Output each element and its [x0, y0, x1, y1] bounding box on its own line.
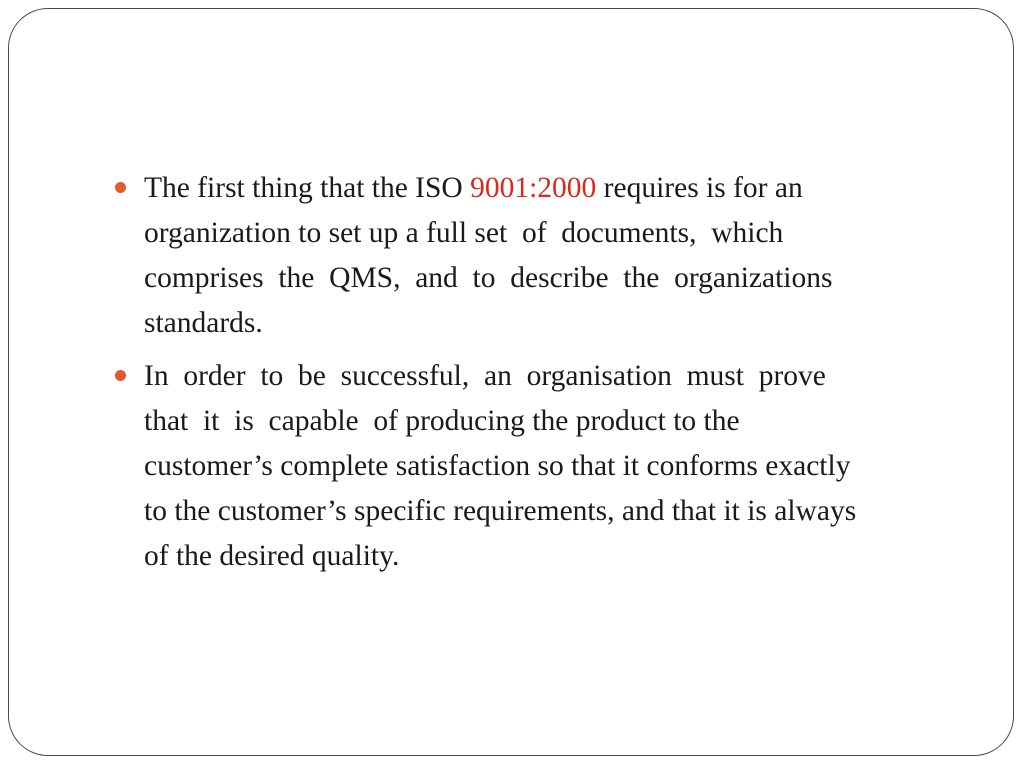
bullet-dot-icon	[115, 370, 126, 381]
text-segment: The first thing that the ISO	[144, 172, 471, 204]
bullet-item-2	[112, 354, 944, 579]
text-line: comprises the QMS, and to describe the organizations	[144, 262, 833, 294]
standard-number-highlight: 9001:2000	[470, 172, 597, 204]
bullet-list	[112, 166, 944, 587]
text-line	[144, 166, 944, 211]
text-line: organization to set up a full set of documents, which	[144, 217, 784, 249]
text-line: customer’s complete satisfaction so that it conforms exactly	[144, 450, 851, 482]
text-segment: requires is for an	[596, 172, 803, 204]
bullet-item-1	[112, 166, 944, 346]
text-line: of the desired quality.	[144, 540, 400, 572]
text-line: to the customer’s specific requirements, and that it is always	[144, 495, 857, 527]
bullet-dot-icon	[115, 182, 126, 193]
text-line: standards.	[144, 307, 263, 339]
text-line: In order to be successful, an organisation must prove	[144, 360, 826, 392]
text-line: that it is capable of producing the product to the	[144, 405, 740, 437]
